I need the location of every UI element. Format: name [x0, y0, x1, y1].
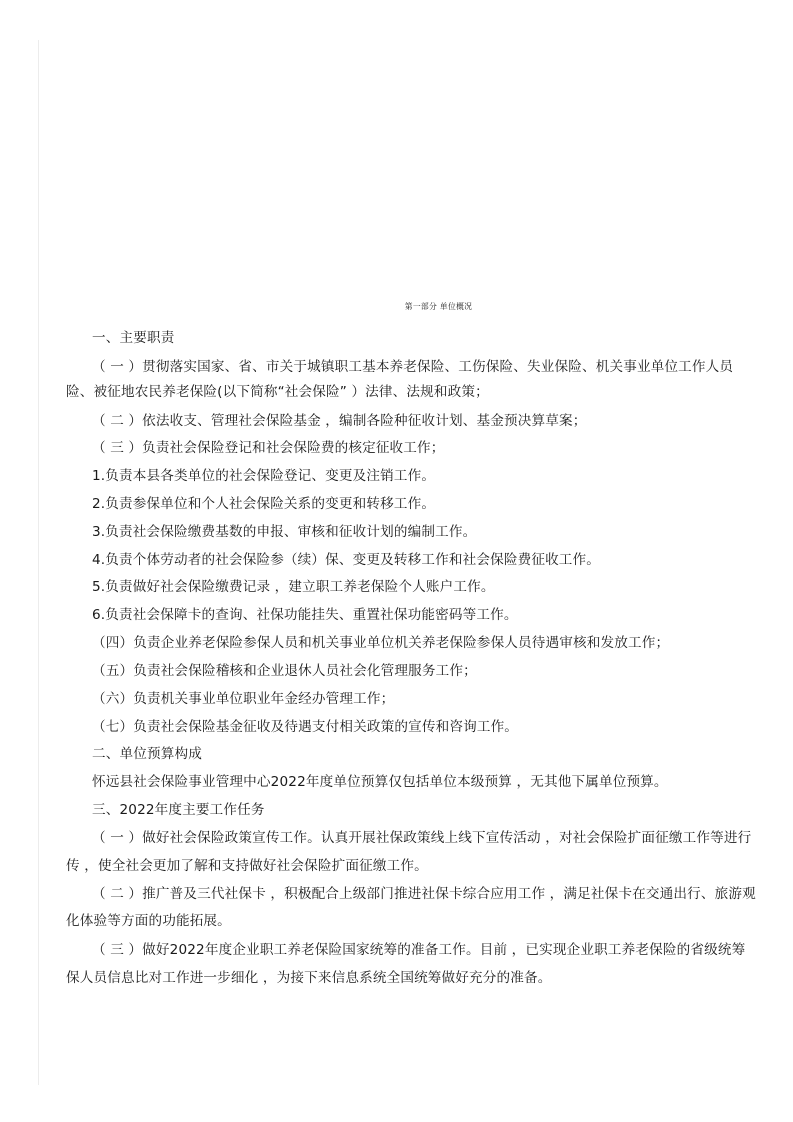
duty-paragraph-1: （ 一 ）贯彻落实国家、省、市关于城镇职工基本养老保险、工伤保险、失业保险、机关事业单位工作人员: [92, 359, 734, 375]
task-paragraph-1-cont: 传 ，使全社会更加了解和支持做好社会保险扩面征缴工作。: [66, 858, 428, 874]
duty-item-2: 2.负责参保单位和个人社会保险关系的变更和转移工作。: [92, 496, 436, 512]
task-paragraph-2-cont: 化体验等方面的功能拓展。: [66, 913, 231, 929]
section-title: 第一部分 单位概况: [404, 302, 473, 311]
duty-paragraph-7: （七）负责社会保险基金征收及待遇支付相关政策的宣传和咨询工作。: [92, 719, 519, 735]
duty-item-5: 5.负责做好社会保险缴费记录 ，建立职工养老保险个人账户工作。: [92, 579, 495, 595]
duty-item-6: 6.负责社会保障卡的查询、社保功能挂失、重置社保功能密码等工作。: [92, 607, 518, 623]
duty-paragraph-2: （ 二 ）依法收支、管理社会保险基金 ，编制各险种征收计划、基金预决算草案；: [92, 413, 587, 429]
heading-budget-composition: 二、单位预算构成: [92, 746, 202, 762]
duty-paragraph-6: （六）负责机关事业单位职业年金经办管理工作；: [92, 691, 395, 707]
task-paragraph-2: （ 二 ）推广普及三代社保卡 ，积极配合上级部门推进社保卡综合应用工作 ，满足社保卡在交通出行、旅游观: [92, 886, 756, 902]
duty-paragraph-5: （五）负责社会保险稽核和企业退休人员社会化管理服务工作；: [92, 663, 477, 679]
duty-paragraph-1-cont: 险、被征地农民养老保险(以下简称“社会保险” ）法律、法规和政策；: [66, 384, 489, 400]
task-paragraph-1: （ 一 ）做好社会保险政策宣传工作。认真开展社保政策线上线下宣传活动 ，对社会保险扩面征缴工作等进行: [92, 830, 752, 846]
task-paragraph-3: （ 三 ）做好2022年度企业职工养老保险国家统筹的准备工作。目前 ，已实现企业职工养老保险的省级统筹: [92, 942, 746, 958]
duty-item-1: 1.负责本县各类单位的社会保险登记、变更及注销工作。: [92, 468, 436, 484]
heading-main-duties: 一、主要职责: [92, 330, 175, 346]
heading-main-tasks: 三、2022年度主要工作任务: [92, 802, 265, 818]
budget-composition-text: 怀远县社会保险事业管理中心2022年度单位预算仅包括单位本级预算 ，无其他下属单位预算。: [92, 774, 668, 790]
duty-paragraph-3: （ 三 ）负责社会保险登记和社会保险费的核定征收工作；: [92, 440, 445, 456]
task-paragraph-3-cont: 保人员信息比对工作进一步细化 ，为接下来信息系统全国统筹做好充分的准备。: [66, 970, 552, 986]
duty-item-4: 4.负责个体劳动者的社会保险参（续）保、变更及转移工作和社会保险费征收工作。: [92, 552, 601, 568]
duty-item-3: 3.负责社会保险缴费基数的申报、审核和征收计划的编制工作。: [92, 524, 477, 540]
duty-paragraph-4: （四）负责企业养老保险参保人员和机关事业单位机关养老保险参保人员待遇审核和发放工作；: [92, 635, 670, 651]
